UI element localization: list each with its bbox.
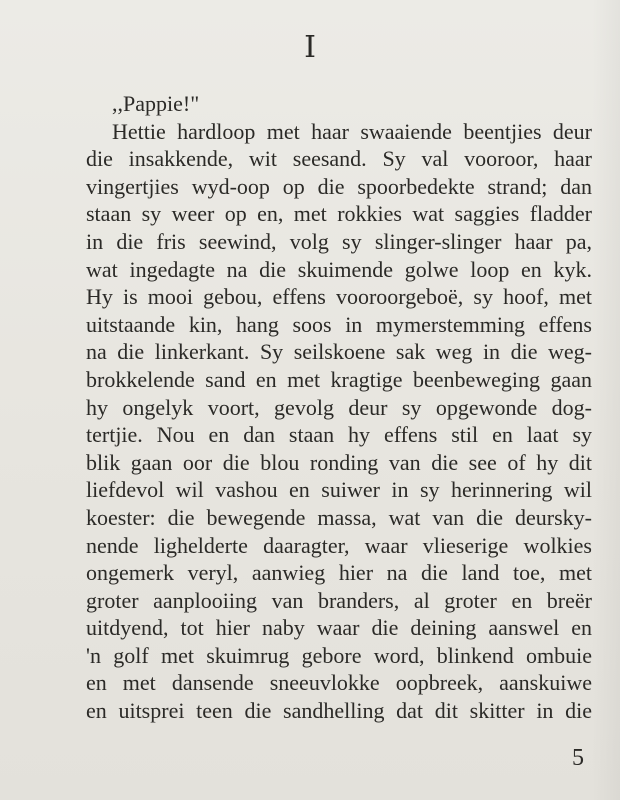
text-line: en met dansende sneeuvlokke oopbreek, aanskuiwe	[86, 670, 592, 696]
text-line: blik gaan oor die blou ronding van die see of hy dit	[86, 449, 592, 475]
text-line: koester: die bewegende massa, wat van die deursky-	[86, 504, 592, 530]
text-line: ongemerk veryl, aanwieg hier na die land toe, met	[86, 560, 592, 586]
text-line: uitdyend, tot hier naby waar die deining aanswel en	[86, 615, 592, 641]
text-line: hy ongelyk voort, gevolg deur sy opgewonde dog-	[86, 394, 592, 420]
text-line: vingertjies wyd-oop op die spoorbedekte strand; dan	[86, 173, 592, 199]
text-line: in die fris seewind, volg sy slinger-slinger haar pa,	[86, 228, 592, 254]
text-line: ,,Pappie!"	[112, 91, 200, 116]
chapter-number: I	[304, 30, 316, 65]
text-line: staan sy weer op en, met rokkies wat saggies fladder	[86, 201, 592, 227]
text-line: uitstaande kin, hang soos in mymerstemming effens	[86, 311, 592, 337]
text-line: nende lighelderte daaragter, waar vlieserige wolkies	[86, 532, 592, 558]
text-line: 'n golf met skuimrug gebore word, blinkend ombuie	[86, 642, 592, 668]
text-line: groter aanplooiing van branders, al groter en breër	[86, 587, 592, 613]
page-number: 5	[572, 745, 584, 771]
body-text	[86, 90, 592, 725]
text-line: Hettie hardloop met haar swaaiende beentjies deur	[112, 118, 592, 144]
text-line: en uitsprei teen die sandhelling dat dit skitter in die	[86, 698, 592, 724]
text-line: die insakkende, wit seesand. Sy val vooroor, haar	[86, 146, 592, 172]
text-line: tertjie. Nou en dan staan hy effens stil en laat sy	[86, 422, 592, 448]
text-line: brokkelende sand en met kragtige beenbeweging gaan	[86, 366, 592, 392]
text-line: na die linkerkant. Sy seilskoene sak weg in die weg-	[86, 339, 592, 365]
page-edge-shadow	[592, 0, 620, 800]
text-line: wat ingedagte na die skuimende golwe loop en kyk.	[86, 256, 592, 282]
text-line: Hy is mooi gebou, effens vooroorgeboë, sy hoof, met	[86, 284, 592, 310]
text-line: liefdevol wil vashou en suiwer in sy herinnering wil	[86, 477, 592, 503]
